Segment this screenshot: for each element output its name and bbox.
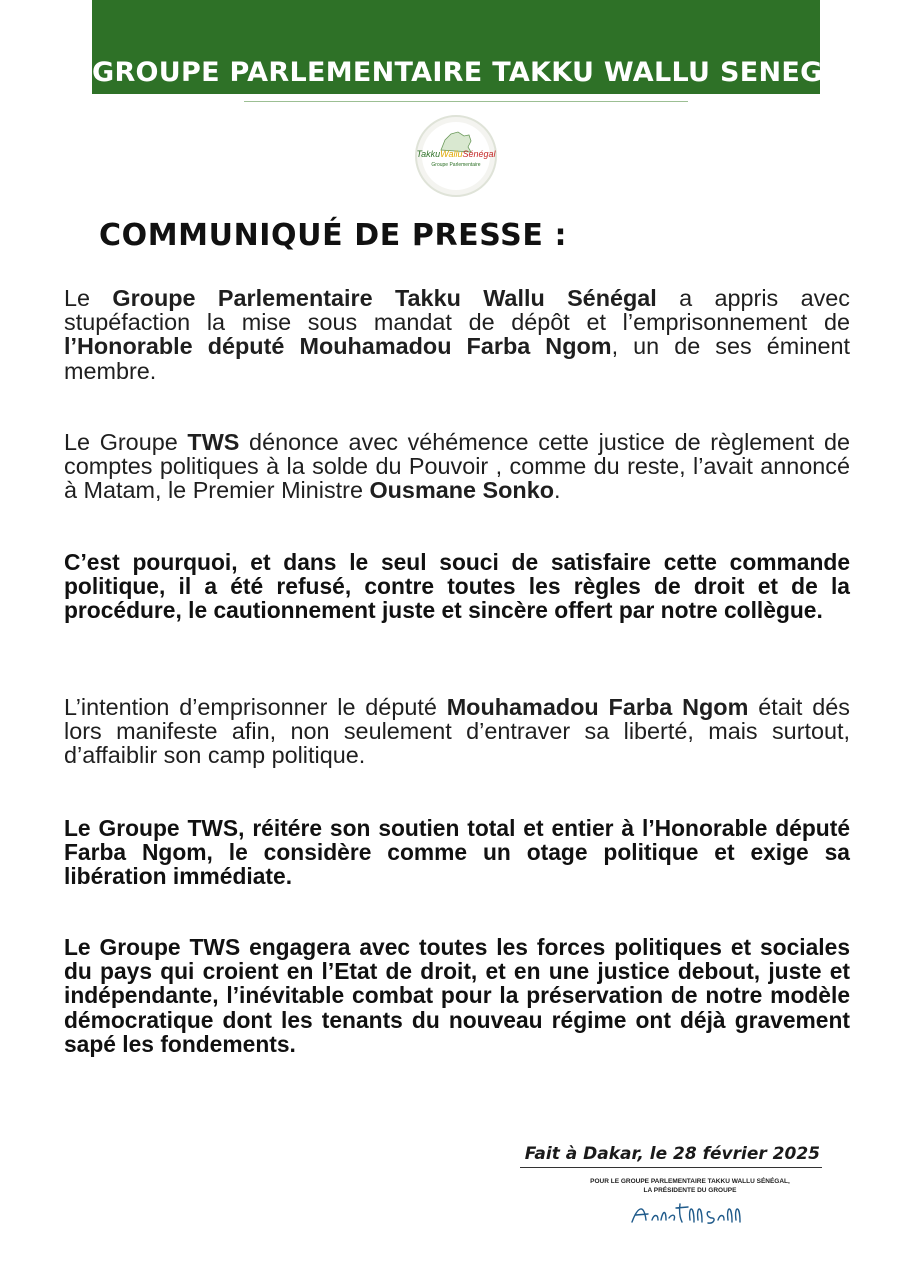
group-name: GROUPE PARLEMENTAIRE TAKKU WALLU SENEGAL	[92, 57, 862, 88]
paragraph-4-text-a: L’intention d’emprisonner le député	[64, 694, 447, 720]
paragraph-1-text-a: Le	[64, 285, 113, 311]
paragraph-2-text-a: Le Groupe	[64, 429, 188, 455]
deputy-name-inline-2: Mouhamadou Farba Ngom	[446, 694, 749, 720]
signature-divider	[520, 1167, 822, 1168]
paragraph-3: C’est pourquoi, et dans le seul souci de satisfaire cette commande politique, il a été refusé, contre toutes les règles de droit et de la procédure, le cautionnement juste et sincère offert par notre collègue.	[64, 549, 850, 624]
paragraph-2	[64, 430, 850, 503]
prime-minister-name-inline: Ousmane Sonko	[369, 477, 555, 504]
svg-text:Groupe Parlementaire: Groupe Parlementaire	[431, 162, 481, 168]
header-banner	[92, 0, 862, 94]
signatory-caption-line-2: LA PRÉSIDENTE DU GROUPE	[643, 1187, 737, 1194]
page-title: COMMUNIQUÉ DE PRESSE :	[99, 218, 568, 253]
signatory-caption	[560, 1177, 820, 1195]
paragraph-2-text-b: dénonce avec véhémence cette justice de règlement de comptes politiques à la solde du Pouvoir , comme du reste, l’avait annoncé à Matam, le Premier Ministre	[64, 429, 850, 504]
deputy-name-inline: l’Honorable député Mouhamadou Farba Ngom	[64, 333, 612, 360]
group-name-inline: Groupe Parlementaire Takku Wallu Sénégal	[112, 285, 657, 311]
paragraph-2-text-c: .	[554, 477, 561, 504]
paragraph-1-text-c: , un de ses éminent membre.	[64, 333, 850, 384]
place-and-date: Fait à Dakar, le 28 février 2025	[524, 1144, 820, 1164]
paragraph-1	[64, 286, 850, 383]
tws-inline: TWS	[187, 429, 240, 455]
paragraph-1-text-b: a appris avec stupéfaction la mise sous mandat de dépôt et l’emprisonnement de	[64, 285, 850, 336]
signature-icon	[628, 1196, 748, 1230]
group-logo	[414, 114, 498, 198]
handwritten-signature	[628, 1196, 748, 1230]
header-divider	[244, 101, 688, 102]
paragraph-5: Le Groupe TWS, réitére son soutien total et entier à l’Honorable député Farba Ngom, le considère comme un otage politique et exige sa libération immédiate.	[64, 815, 850, 890]
signatory-caption-line-1: POUR LE GROUPE PARLEMENTAIRE TAKKU WALLU SÉNÉGAL,	[590, 1178, 790, 1185]
svg-text:TakkuWalluSénégal: TakkuWalluSénégal	[416, 149, 496, 159]
paragraph-4	[64, 695, 850, 768]
paragraph-4-text-b: était dés lors manifeste afin, non seulement d’entraver sa liberté, mais surtout, d’affaiblir son camp politique.	[64, 694, 850, 769]
paragraph-6: Le Groupe TWS engagera avec toutes les forces politiques et sociales du pays qui croient en l’Etat de droit, et en une justice debout, juste et indépendante, l’inévitable combat pour la préservation de notre modèle démocratique dont les tenants du nouveau régime ont déjà gravement sapé les fondements.	[64, 934, 850, 1057]
takku-wallu-senegal-logo-icon	[414, 114, 498, 198]
